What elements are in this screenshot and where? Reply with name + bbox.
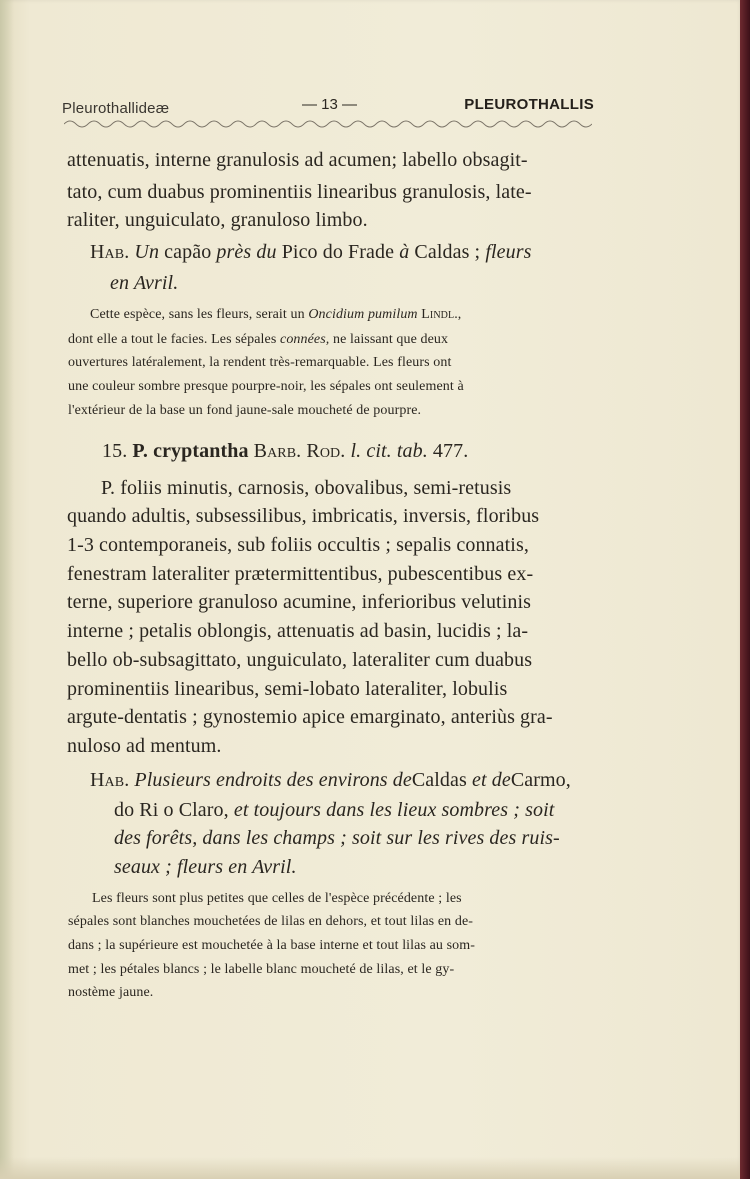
text-line: 1-3 contemporaneis, sub foliis occultis ; sepalis connatis, — [67, 534, 529, 556]
page-bottom-edge — [0, 1157, 742, 1179]
habitat-line: des forêts, dans les champs ; soit sur les rives des ruis- — [114, 827, 560, 849]
habitat-line — [90, 770, 571, 790]
text-line: nuloso ad mentum. — [67, 735, 222, 757]
page-gutter-shadow — [0, 0, 14, 1179]
text-line: fenestram lateraliter prætermittentibus, pubescentibus ex- — [67, 563, 534, 585]
species-reference: Oncidium pumilum — [308, 307, 418, 322]
text-line: P. foliis minutis, carnosis, obovalibus, semi-retusis — [101, 477, 512, 499]
place-name: Carmo, — [510, 769, 571, 791]
text-run: Cette espèce, sans les fleurs, serait un — [90, 307, 305, 322]
place-name: Caldas — [411, 769, 467, 791]
text-line: quando adultis, subsessilibus, imbricatis, inversis, floribus — [67, 505, 540, 527]
note-line: une couleur sombre presque pourpre-noir, les sépales ont seulement à — [68, 379, 464, 394]
habitat-line: en Avril. — [110, 272, 179, 294]
text-line: attenuatis, interne granulosis ad acumen; labello obsagit- — [67, 149, 528, 171]
habitat-line: seaux ; fleurs en Avril. — [114, 856, 297, 878]
decorative-wavy-rule — [64, 116, 592, 130]
text-line: tato, cum duabus prominentiis linearibus granulosis, late- — [67, 181, 532, 203]
habitat-line — [90, 242, 532, 262]
note-line — [90, 308, 461, 322]
note-line: met ; les pétales blancs ; le labelle blanc moucheté de lilas, et le gy- — [68, 962, 455, 977]
note-line: l'extérieur de la base un fond jaune-sale moucheté de pourpre. — [68, 403, 422, 418]
species-title-line — [102, 441, 468, 461]
text-run: capão — [164, 241, 212, 263]
text-run: Plusieurs endroits des environs de — [134, 769, 412, 791]
text-run: connées, — [280, 332, 330, 347]
note-line: dans ; la supérieure est mouchetée à la base interne et tout lilas au som- — [68, 938, 476, 953]
species-number: 15. — [102, 440, 128, 462]
text-run: à — [399, 241, 410, 263]
text-line: terne, superiore granuloso acumine, inferioribus velutinis — [67, 591, 532, 613]
note-line: nostème jaune. — [68, 985, 154, 1000]
note-line: sépales sont blanches mouchetées de lilas en dehors, et tout lilas en de- — [68, 914, 474, 929]
text-run: ne laissant que deux — [333, 332, 449, 347]
text-run: et toujours dans les lieux sombres ; soit — [233, 799, 555, 821]
author-abbrev: Lindl., — [421, 307, 462, 322]
plate-number: 477. — [432, 440, 469, 462]
text-line: interne ; petalis oblongis, attenuatis ad basin, lucidis ; la- — [67, 620, 529, 642]
running-head-genus: PLEUROTHALLIS — [464, 96, 594, 113]
habitat-label: Hab. — [90, 769, 130, 791]
text-line: bello ob-subsagittato, unguiculato, lateraliter cum duabus — [67, 649, 533, 671]
note-line: ouvertures latéralement, la rendent très-remarquable. Les fleurs ont — [68, 355, 452, 370]
text-line: argute-dentatis ; gynostemio apice emarginato, anteriùs gra- — [67, 706, 553, 728]
author-abbrev: Barb. — [253, 440, 302, 462]
text-run: et de — [472, 769, 511, 791]
author-abbrev: Rod. — [306, 440, 346, 462]
running-head-family: Pleurothallideæ — [62, 100, 170, 117]
text-run: dont elle a tout le facies. Les sépales — [68, 332, 277, 347]
place-name: Caldas ; — [414, 241, 481, 263]
text-line: prominentiis linearibus, semi-lobato lateraliter, lobulis — [67, 678, 508, 700]
text-line: raliter, unguiculato, granuloso limbo. — [67, 209, 368, 231]
note-line — [68, 333, 448, 347]
habitat-line — [114, 800, 554, 820]
note-line: Les fleurs sont plus petites que celles de l'espèce précédente ; les — [92, 891, 462, 906]
species-name: P. cryptantha — [132, 440, 249, 462]
habitat-label: Hab. — [90, 241, 130, 263]
place-name: do Ri o Claro, — [114, 799, 229, 821]
text-run: Un — [134, 241, 160, 263]
citation: l. cit. tab. — [350, 440, 428, 462]
place-name: Pico do Frade — [281, 241, 395, 263]
text-run: près du — [216, 241, 277, 263]
book-spine-edge — [740, 0, 750, 1179]
page-number: — 13 — — [302, 96, 358, 113]
text-run: fleurs — [485, 241, 532, 263]
